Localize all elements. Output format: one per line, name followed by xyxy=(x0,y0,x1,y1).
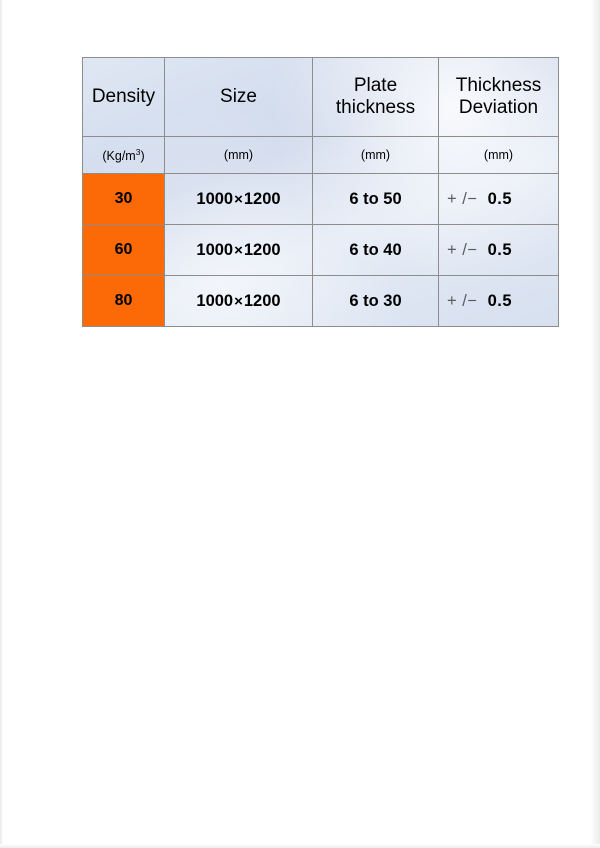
cell-thickness-deviation xyxy=(439,174,559,225)
header-plate-line2: thickness xyxy=(335,97,416,118)
size-width: 1000 xyxy=(196,189,234,208)
deviation-sign: + /− xyxy=(447,240,478,259)
unit-density-text: (Kg/m xyxy=(102,149,136,164)
multiply-icon: × xyxy=(234,292,243,310)
size-width: 1000 xyxy=(196,291,234,310)
cell-thickness-deviation xyxy=(439,225,559,276)
table-row xyxy=(83,225,559,276)
cell-thickness-deviation xyxy=(439,276,559,327)
unit-plate: (mm) xyxy=(313,137,439,174)
table-row xyxy=(83,276,559,327)
spec-table-container xyxy=(82,57,558,325)
unit-size: (mm) xyxy=(165,137,313,174)
cell-plate-thickness: 6 to 40 xyxy=(313,225,439,276)
cell-size xyxy=(165,174,313,225)
cell-density: 80 xyxy=(83,276,165,327)
table-units-row xyxy=(83,137,559,174)
size-width: 1000 xyxy=(196,240,234,259)
size-length: 1200 xyxy=(243,291,281,310)
deviation-value: 0.5 xyxy=(487,240,513,259)
multiply-icon: × xyxy=(234,190,243,208)
unit-density-close: ) xyxy=(140,149,145,164)
cell-plate-thickness: 6 to 30 xyxy=(313,276,439,327)
deviation-sign: + /− xyxy=(447,189,478,208)
header-plate-line1: Plate xyxy=(353,75,398,97)
page-edge-bottom xyxy=(0,844,600,848)
table-row xyxy=(83,174,559,225)
header-thickness-line1: Thickness xyxy=(455,75,542,97)
size-length: 1200 xyxy=(243,240,281,259)
size-length: 1200 xyxy=(243,189,281,208)
cell-size xyxy=(165,225,313,276)
deviation-sign: + /− xyxy=(447,291,478,310)
cell-density: 60 xyxy=(83,225,165,276)
cell-density: 30 xyxy=(83,174,165,225)
deviation-value: 0.5 xyxy=(487,291,513,310)
deviation-value: 0.5 xyxy=(487,189,513,208)
header-plate-thickness xyxy=(313,58,439,137)
unit-density-exponent: 3 xyxy=(135,146,141,157)
page-edge-right xyxy=(590,0,600,848)
header-size: Size xyxy=(165,58,313,137)
table-header-row xyxy=(83,58,559,137)
header-thickness-deviation xyxy=(439,58,559,137)
unit-density xyxy=(83,137,165,174)
unit-thickness: (mm) xyxy=(439,137,559,174)
cell-plate-thickness: 6 to 50 xyxy=(313,174,439,225)
page-edge-left xyxy=(0,0,3,848)
cell-size xyxy=(165,276,313,327)
specification-table xyxy=(82,57,559,327)
header-density: Density xyxy=(83,58,165,137)
header-thickness-line2: Deviation xyxy=(458,97,539,118)
multiply-icon: × xyxy=(234,241,243,259)
